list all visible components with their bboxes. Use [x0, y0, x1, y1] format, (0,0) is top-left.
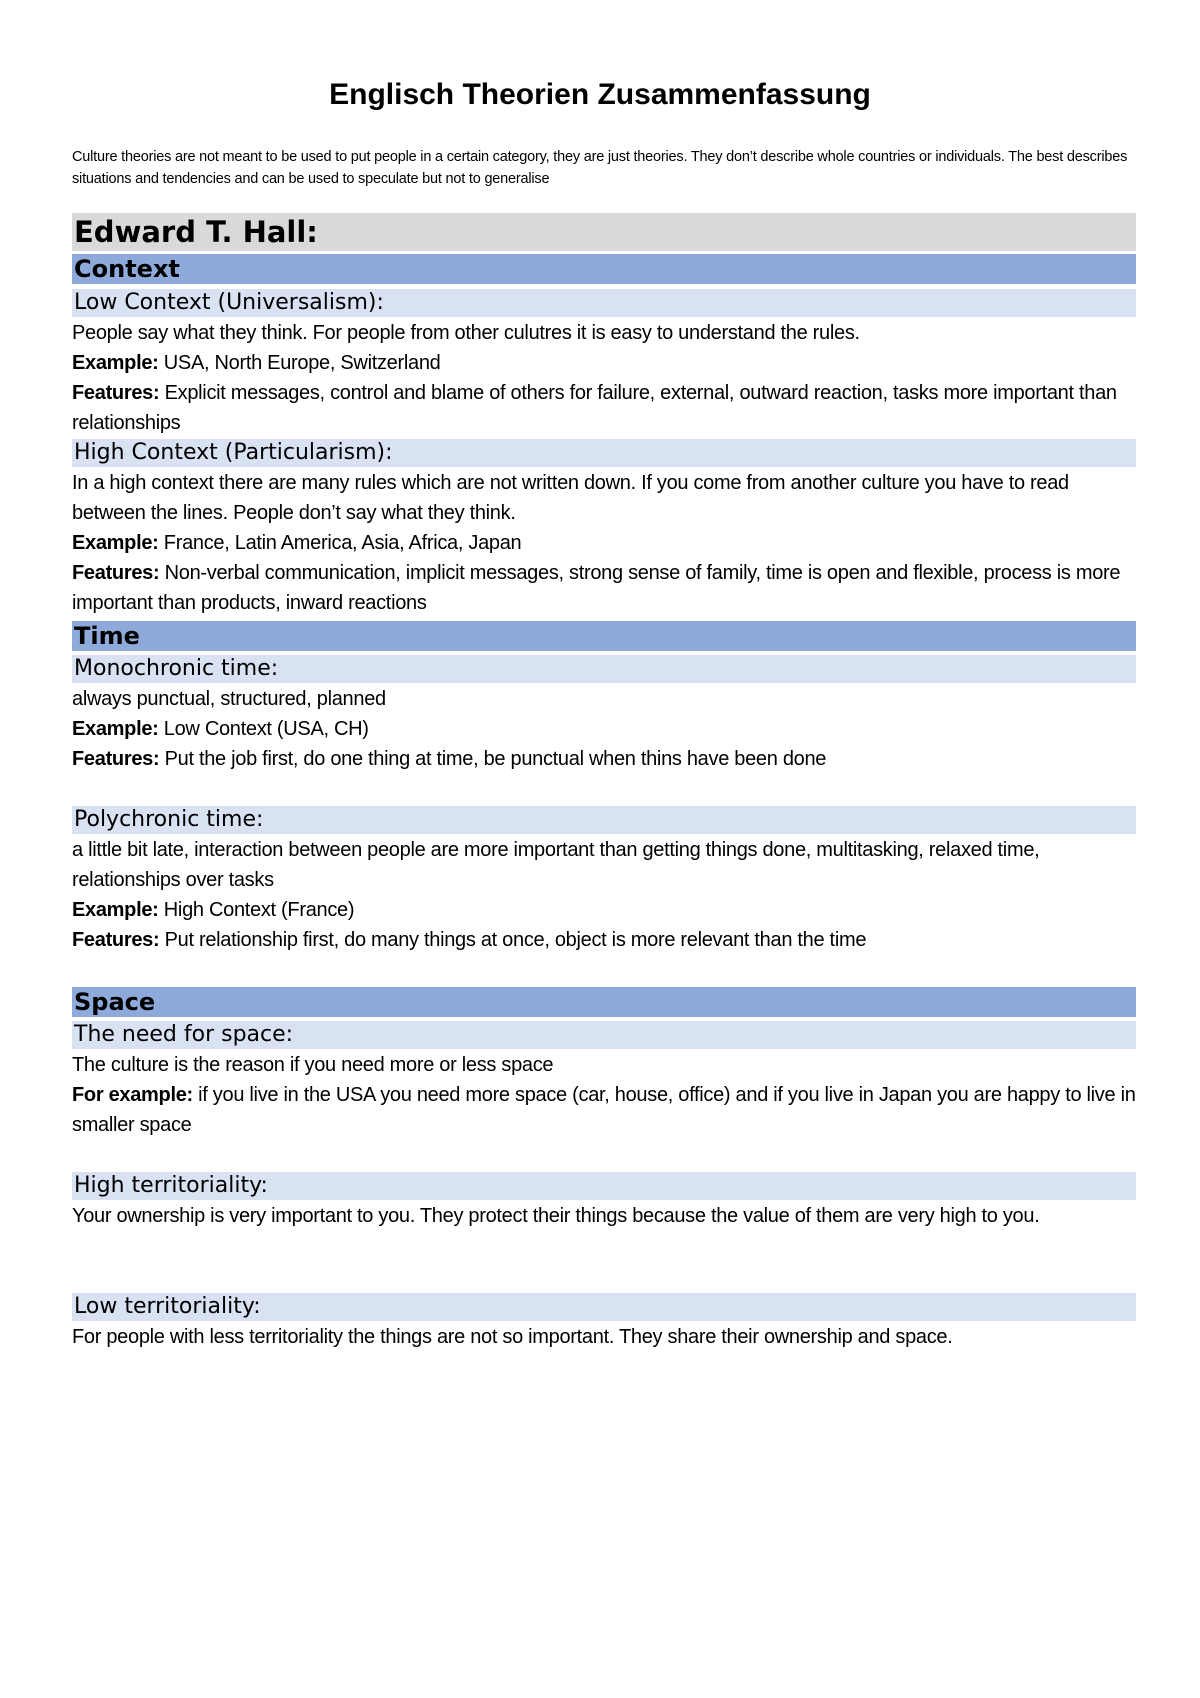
section-context-heading: Context	[72, 254, 1136, 284]
space-need-description: The culture is the reason if you need more or less space	[72, 1054, 554, 1076]
low-context-text	[72, 318, 1142, 438]
high-context-heading: High Context (Particularism):	[72, 439, 1136, 467]
monochronic-description: always punctual, structured, planned	[72, 688, 386, 710]
polychronic-text	[72, 835, 1142, 955]
low-territoriality-text: For people with less territoriality the things are not so important. They share their ownership and space.	[72, 1326, 953, 1348]
high-territoriality-heading: High territoriality:	[72, 1172, 1136, 1200]
polychronic-description: a little bit late, interaction between people are more important than getting things done, multitasking, relaxed time, relationships over tasks	[72, 839, 1040, 891]
low-context-description: People say what they think. For people from other culutres it is easy to understand the rules.	[72, 322, 860, 344]
page-title: Englisch Theorien Zusammenfassung	[329, 78, 871, 111]
high-context-text	[72, 468, 1142, 618]
high-context-example: Example: France, Latin America, Asia, Africa, Japan	[72, 532, 522, 554]
high-territoriality-text: Your ownership is very important to you. They protect their things because the value of them are very high to you.	[72, 1205, 1040, 1227]
low-context-heading: Low Context (Universalism):	[72, 289, 1136, 317]
polychronic-example: Example: High Context (France)	[72, 899, 355, 921]
monochronic-features: Features: Put the job first, do one thing at time, be punctual when thins have been done	[72, 748, 827, 770]
low-context-features: Features: Explicit messages, control and blame of others for failure, external, outward reaction, tasks more important than relationships	[72, 382, 1117, 434]
space-need-heading: The need for space:	[72, 1021, 1136, 1049]
high-context-features: Features: Non-verbal communication, implicit messages, strong sense of family, time is open and flexible, process is more important than products, inward reactions	[72, 562, 1121, 614]
low-context-example: Example: USA, North Europe, Switzerland	[72, 352, 441, 374]
monochronic-heading: Monochronic time:	[72, 655, 1136, 683]
polychronic-heading: Polychronic time:	[72, 806, 1136, 834]
section-space-heading: Space	[72, 987, 1136, 1017]
low-territoriality-heading: Low territoriality:	[72, 1293, 1136, 1321]
monochronic-example: Example: Low Context (USA, CH)	[72, 718, 369, 740]
space-need-example: For example: if you live in the USA you need more space (car, house, office) and if you live in Japan you are happy to live in smaller space	[72, 1084, 1136, 1136]
person-heading: Edward T. Hall:	[72, 213, 1136, 251]
section-time-heading: Time	[72, 621, 1136, 651]
space-need-text	[72, 1050, 1142, 1140]
polychronic-features: Features: Put relationship first, do many things at once, object is more relevant than the time	[72, 929, 867, 951]
monochronic-text	[72, 684, 1142, 774]
high-context-description: In a high context there are many rules which are not written down. If you come from another culture you have to read between the lines. People don’t say what they think.	[72, 472, 1069, 524]
intro-paragraph: Culture theories are not meant to be used to put people in a certain category, they are just theories. They don’t describe whole countries or individuals. The best describes situations and tendencies and can be used to speculate but not to generalise	[72, 149, 1128, 187]
